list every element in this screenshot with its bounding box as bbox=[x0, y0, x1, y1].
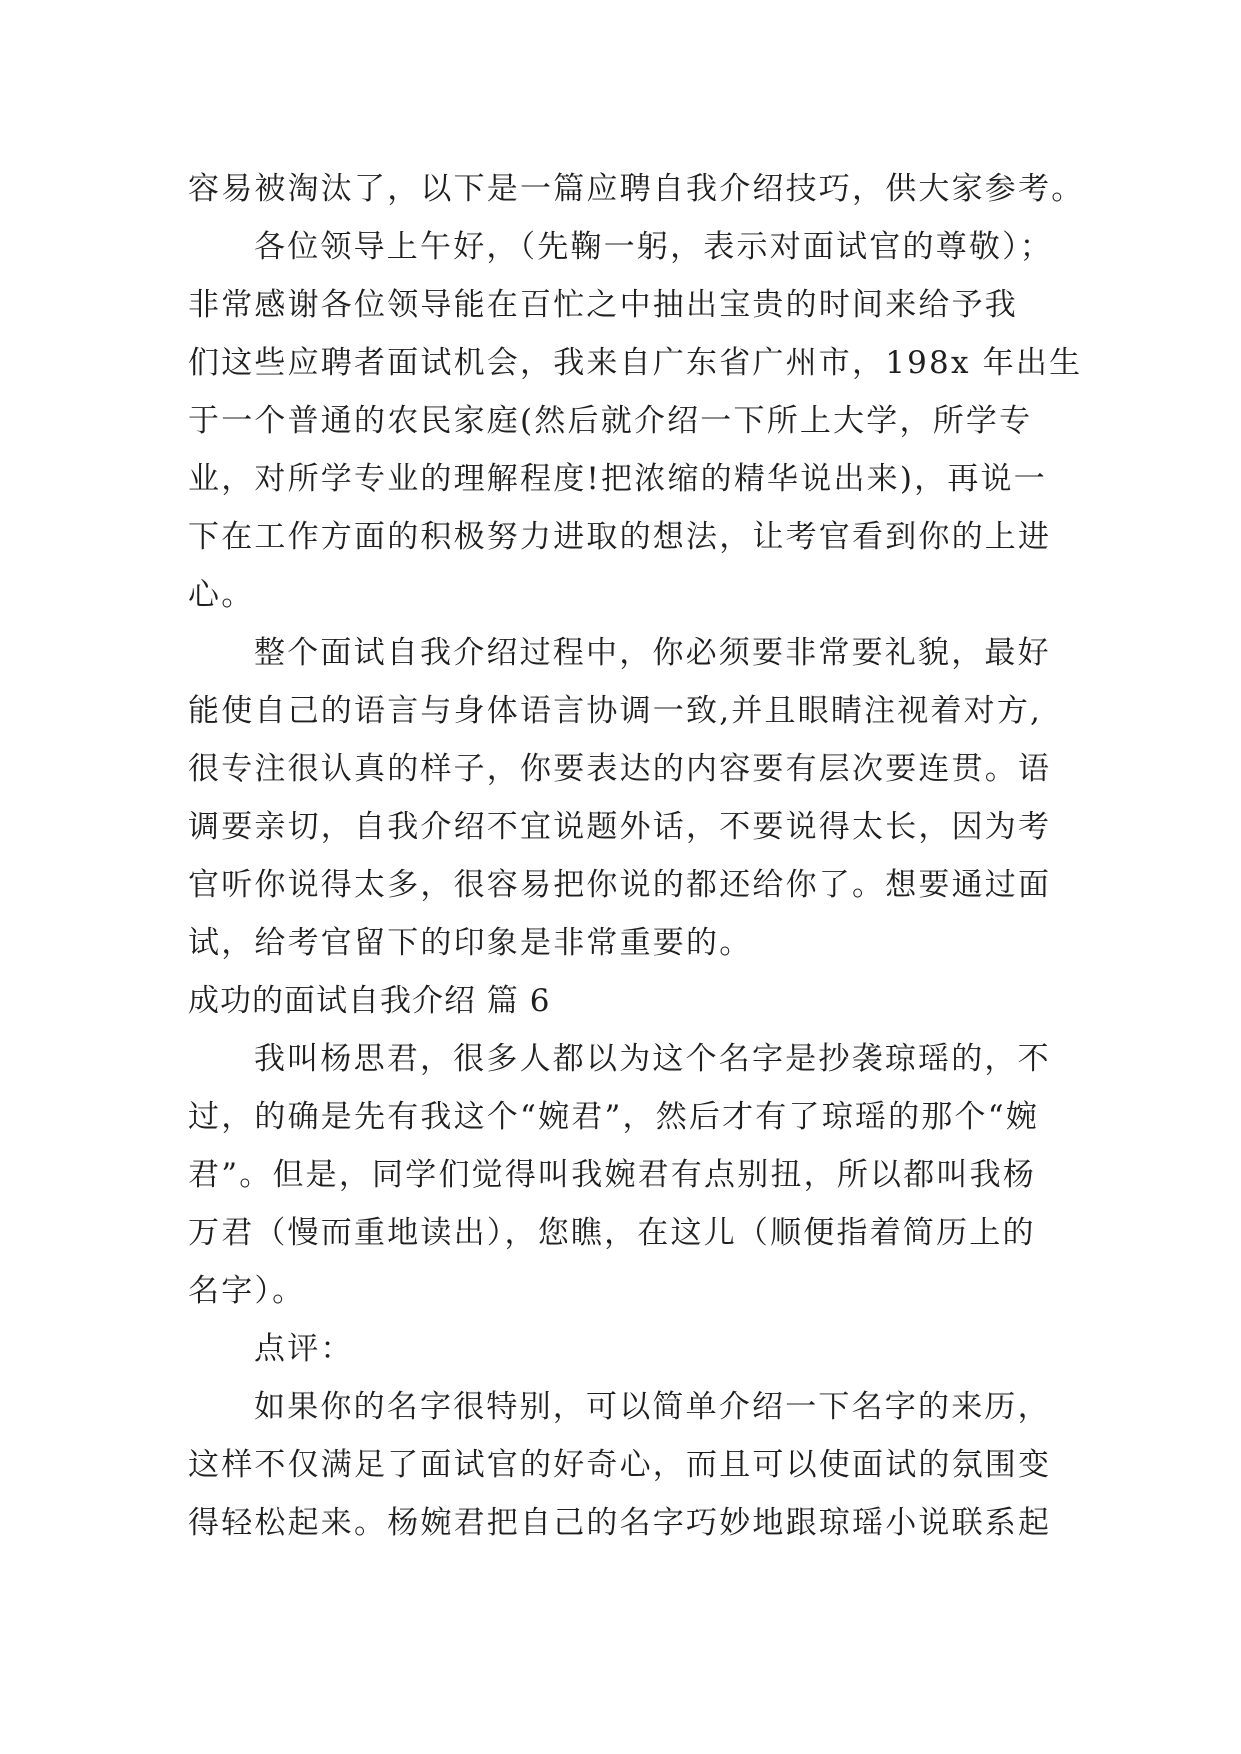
text-line: 名字）。 bbox=[188, 1273, 306, 1309]
text-line: 万君（慢而重地读出），您瞧，在这儿（顺便指着简历上的 bbox=[188, 1215, 1036, 1251]
text-line: 试，给考官留下的印象是非常重要的。 bbox=[188, 925, 753, 961]
text-line: 非常感谢各位领导能在百忙之中抽出宝贵的时间来给予我 bbox=[188, 287, 1018, 323]
text-line: 得轻松起来。杨婉君把自己的名字巧妙地跟琼瑶小说联系起 bbox=[188, 1505, 1052, 1541]
text-line: 君”。但是，同学们觉得叫我婉君有点别扭，所以都叫我杨 bbox=[188, 1157, 1037, 1193]
paragraph-start-line: 我叫杨思君，很多人都以为这个名字是抄袭琼瑶的，不 bbox=[254, 1041, 1051, 1077]
text-line: 下在工作方面的积极努力进取的想法，让考官看到你的上进 bbox=[188, 519, 1052, 555]
text-line: 于一个普通的农民家庭(然后就介绍一下所上大学，所学专 bbox=[188, 403, 1033, 439]
text-line: 容易被淘汰了，以下是一篇应聘自我介绍技巧，供大家参考。 bbox=[188, 171, 1085, 207]
paragraph-start-line: 点评： bbox=[254, 1331, 354, 1367]
paragraph-start-line: 整个面试自我介绍过程中，你必须要非常要礼貌，最好 bbox=[254, 635, 1051, 671]
paragraph-start-line: 各位领导上午好，（先鞠一躬，表示对面试官的尊敬）； bbox=[254, 229, 1053, 265]
paragraph-start-line: 如果你的名字很特别，可以简单介绍一下名字的来历， bbox=[254, 1389, 1051, 1425]
section-heading: 成功的面试自我介绍 篇 6 bbox=[188, 983, 551, 1019]
text-line: 很专注很认真的样子，你要表达的内容要有层次要连贯。语 bbox=[188, 751, 1052, 787]
text-line: 业，对所学专业的理解程度!把浓缩的精华说出来)，再说一 bbox=[188, 461, 1047, 497]
text-line: 心。 bbox=[188, 577, 255, 613]
text-line: 这样不仅满足了面试官的好奇心，而且可以使面试的氛围变 bbox=[188, 1447, 1052, 1483]
text-line: 能使自己的语言与身体语言协调一致,并且眼睛注视着对方, bbox=[188, 693, 1043, 729]
text-line: 官听你说得太多，很容易把你说的都还给你了。想要通过面 bbox=[188, 867, 1052, 903]
text-line: 们这些应聘者面试机会，我来自广东省广州市，198x 年出生 bbox=[188, 345, 1083, 381]
text-line: 调要亲切，自我介绍不宜说题外话，不要说得太长，因为考 bbox=[188, 809, 1052, 845]
text-line: 过，的确是先有我这个“婉君”，然后才有了琼瑶的那个“婉 bbox=[188, 1099, 1039, 1135]
